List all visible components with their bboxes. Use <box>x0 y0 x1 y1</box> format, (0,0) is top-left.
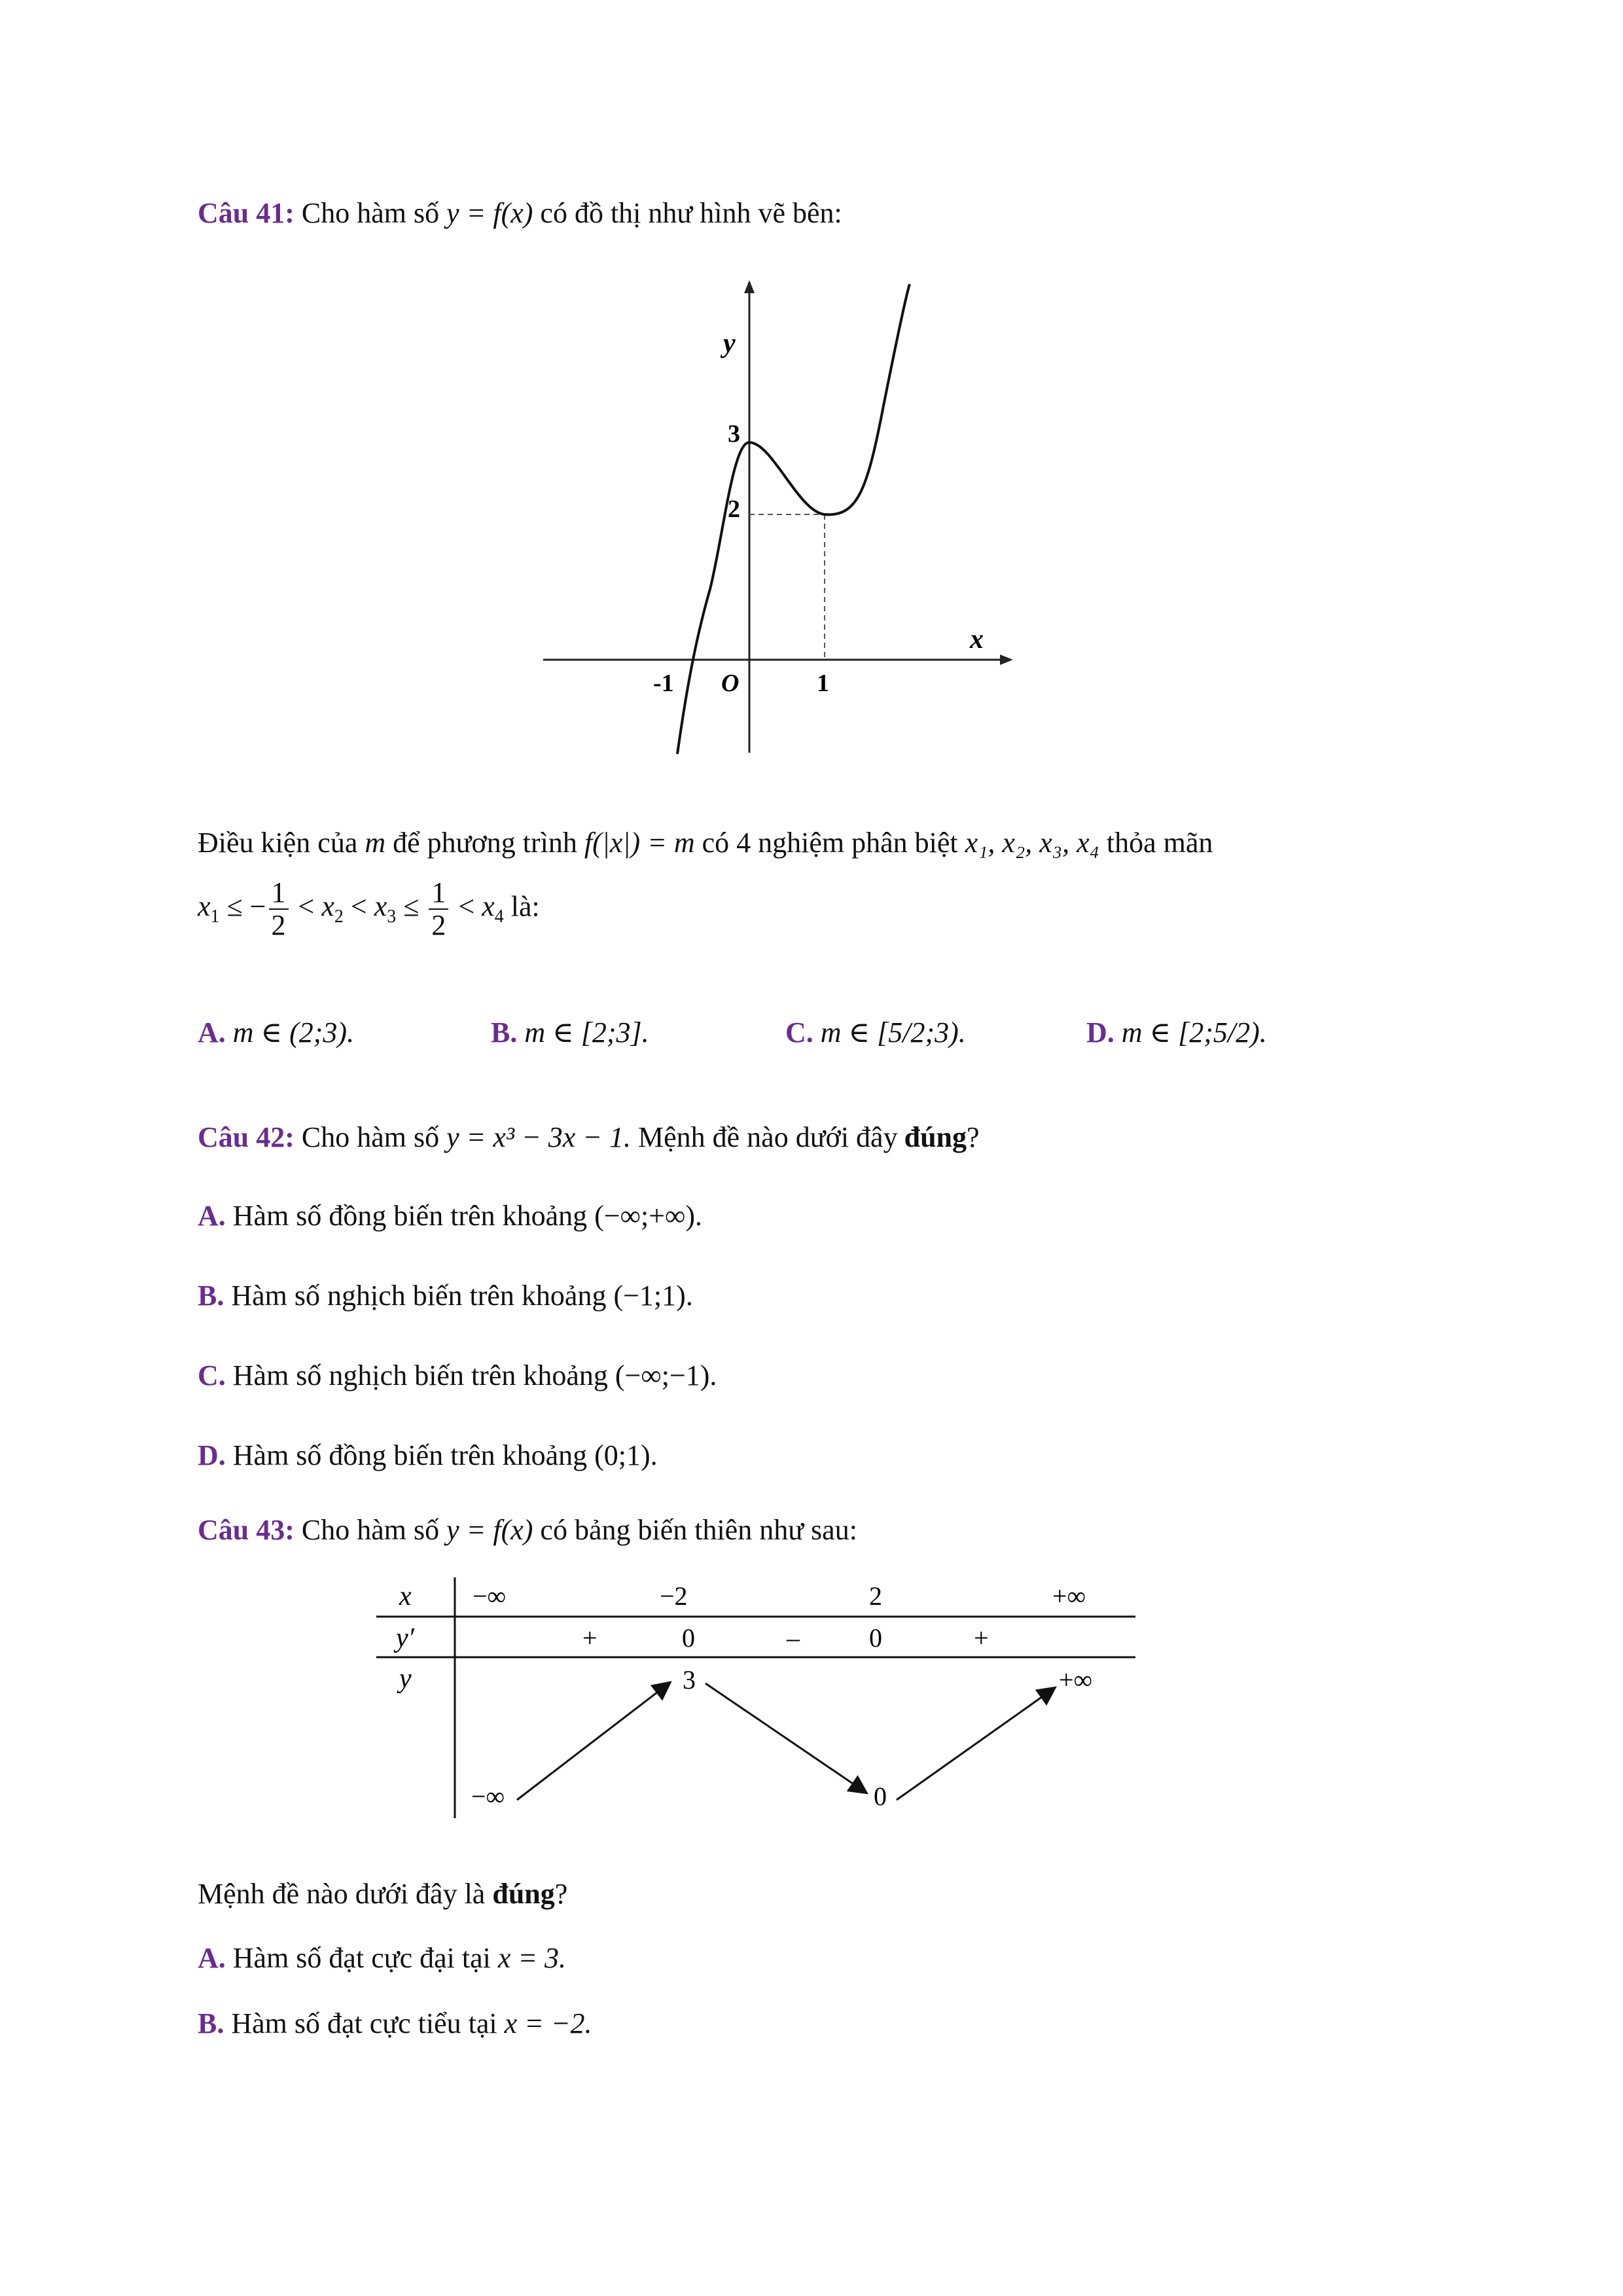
q41-function: y = f(x) <box>446 197 533 229</box>
x-axis-arrow <box>1000 655 1013 665</box>
q41-stem-end: có đồ thị như hình vẽ bên: <box>540 197 842 229</box>
q41-option-a-text: m ∈ (2;3). <box>232 1016 355 1049</box>
q41-option-a[interactable] <box>198 1016 354 1050</box>
q41-ineq-end: là: <box>510 890 540 923</box>
q41-cond-m: m <box>365 827 386 859</box>
function-curve <box>677 284 910 754</box>
q43-question-text: Mệnh đề nào dưới đây là <box>198 1878 486 1910</box>
q42-label: Câu 42: <box>198 1121 294 1153</box>
q41-condition <box>198 826 1213 861</box>
q41-option-a-label: A. <box>198 1016 226 1049</box>
tick-x-minus1: -1 <box>653 670 674 697</box>
q41-graph <box>524 275 1034 772</box>
q41-option-b-text: m ∈ [2;3]. <box>524 1016 649 1049</box>
table-x-minus2: −2 <box>660 1581 688 1611</box>
q42-option-a-interval: (−∞;+∞). <box>594 1200 703 1232</box>
x-axis-label: x <box>970 624 984 655</box>
q41-option-c[interactable] <box>785 1016 966 1050</box>
q43-option-b[interactable] <box>198 2007 592 2041</box>
tick-y3: 3 <box>728 420 740 448</box>
arrow-increase-1 <box>517 1683 669 1800</box>
q43-option-a-text: Hàm số đạt cực đại tại <box>232 1942 491 1974</box>
table-x-2: 2 <box>869 1581 882 1611</box>
q42-option-c[interactable] <box>198 1359 717 1393</box>
q41-option-c-label: C. <box>785 1016 813 1049</box>
table-yp-minus: – <box>787 1623 800 1653</box>
q43-stem-end: có bảng biến thiên như sau: <box>540 1514 857 1546</box>
q41-cond-mid: để phương trình <box>393 827 577 859</box>
table-yp-plus-1: + <box>582 1623 597 1653</box>
q43-question-q: ? <box>554 1878 568 1910</box>
table-head-y: y <box>399 1664 412 1694</box>
q42-option-c-label: C. <box>198 1359 226 1391</box>
arrow-increase-2 <box>897 1689 1054 1800</box>
q42-stem <box>198 1121 980 1155</box>
q41-option-d-label: D. <box>1086 1016 1115 1049</box>
y-axis-label: y <box>723 329 736 359</box>
q42-stem-end: Mệnh đề nào dưới đây <box>638 1121 898 1153</box>
q42-option-b-label: B. <box>198 1280 224 1312</box>
q42-function: y = x³ − 3x − 1. <box>446 1121 631 1153</box>
q43-stem-text: Cho hàm số <box>301 1514 440 1546</box>
q42-option-d-text: Hàm số đồng biến trên khoảng <box>232 1439 588 1471</box>
q42-option-d-label: D. <box>198 1439 226 1471</box>
q43-question <box>198 1877 567 1912</box>
q43-option-a-value: x = 3. <box>497 1942 567 1974</box>
q43-option-b-label: B. <box>198 2007 224 2039</box>
q43-option-b-value: x = −2. <box>504 2007 592 2039</box>
q41-inequality: $x_1$ ≤ − $\frac{1}{2}$ < $x_2 < x_3$ ≤ $\frac{1}{2}$ < $x_4$ là: <box>198 876 540 942</box>
q41-stem <box>198 196 842 231</box>
q41-vars: x₁, x₂, x₃, x₄ <box>965 827 1099 859</box>
variation-table <box>366 1571 1152 1833</box>
q41-cond-end: thỏa mãn <box>1106 827 1213 859</box>
q41-option-b-label: B. <box>491 1016 518 1049</box>
q41-cond-mid2: có 4 nghiệm phân biệt <box>702 827 958 859</box>
table-x-pos-inf: +∞ <box>1052 1581 1086 1611</box>
table-yp-plus-2: + <box>974 1623 989 1653</box>
q43-option-b-text: Hàm số đạt cực tiểu tại <box>231 2007 497 2039</box>
q43-option-a-label: A. <box>198 1942 226 1974</box>
table-x-neg-inf: −∞ <box>473 1581 507 1611</box>
q42-option-a[interactable] <box>198 1199 702 1234</box>
q42-option-b-text: Hàm số nghịch biến trên khoảng <box>231 1280 607 1312</box>
q42-option-d-interval: (0;1). <box>594 1439 658 1471</box>
q42-option-c-text: Hàm số nghịch biến trên khoảng <box>232 1359 608 1391</box>
table-y-max: 3 <box>683 1665 696 1695</box>
q41-option-c-text: m ∈ [5/2;3). <box>820 1016 966 1049</box>
q41-equation: f(|x|) = m <box>584 827 695 859</box>
table-y-neg-inf: −∞ <box>471 1782 505 1811</box>
table-yp-zero-1: 0 <box>682 1623 695 1653</box>
table-yp-zero-2: 0 <box>869 1623 882 1653</box>
q43-function: y = f(x) <box>446 1514 533 1546</box>
q41-option-d[interactable] <box>1086 1016 1267 1050</box>
tick-x1: 1 <box>817 670 829 697</box>
q41-option-b[interactable] <box>491 1016 649 1050</box>
q42-stem-text: Cho hàm số <box>301 1121 440 1153</box>
q42-option-a-label: A. <box>198 1200 226 1232</box>
table-head-x: x <box>399 1581 412 1611</box>
q42-stem-q: ? <box>967 1121 980 1153</box>
q43-stem <box>198 1513 857 1548</box>
q42-option-b[interactable] <box>198 1279 693 1314</box>
table-y-min: 0 <box>874 1782 887 1811</box>
y-axis-arrow <box>744 280 755 293</box>
q42-option-d[interactable] <box>198 1439 658 1473</box>
q42-option-c-interval: (−∞;−1). <box>615 1359 717 1391</box>
q41-label: Câu 41: <box>198 197 294 229</box>
q41-cond-text: Điều kiện của <box>198 827 358 859</box>
table-head-yprime: y′ <box>396 1623 414 1653</box>
q42-option-b-interval: (−1;1). <box>613 1280 693 1312</box>
q41-stem-text: Cho hàm số <box>301 197 440 229</box>
origin-label: O <box>721 670 740 697</box>
q43-label: Câu 43: <box>198 1514 294 1546</box>
table-y-pos-inf: +∞ <box>1059 1665 1093 1695</box>
q42-option-a-text: Hàm số đồng biến trên khoảng <box>232 1200 588 1232</box>
arrow-decrease <box>705 1683 865 1792</box>
q42-stem-bold: đúng <box>904 1121 967 1153</box>
q43-option-a[interactable] <box>198 1941 566 1976</box>
q43-question-bold: đúng <box>492 1878 555 1910</box>
q41-option-d-text: m ∈ [2;5/2). <box>1121 1016 1267 1049</box>
tick-y2: 2 <box>728 495 740 523</box>
